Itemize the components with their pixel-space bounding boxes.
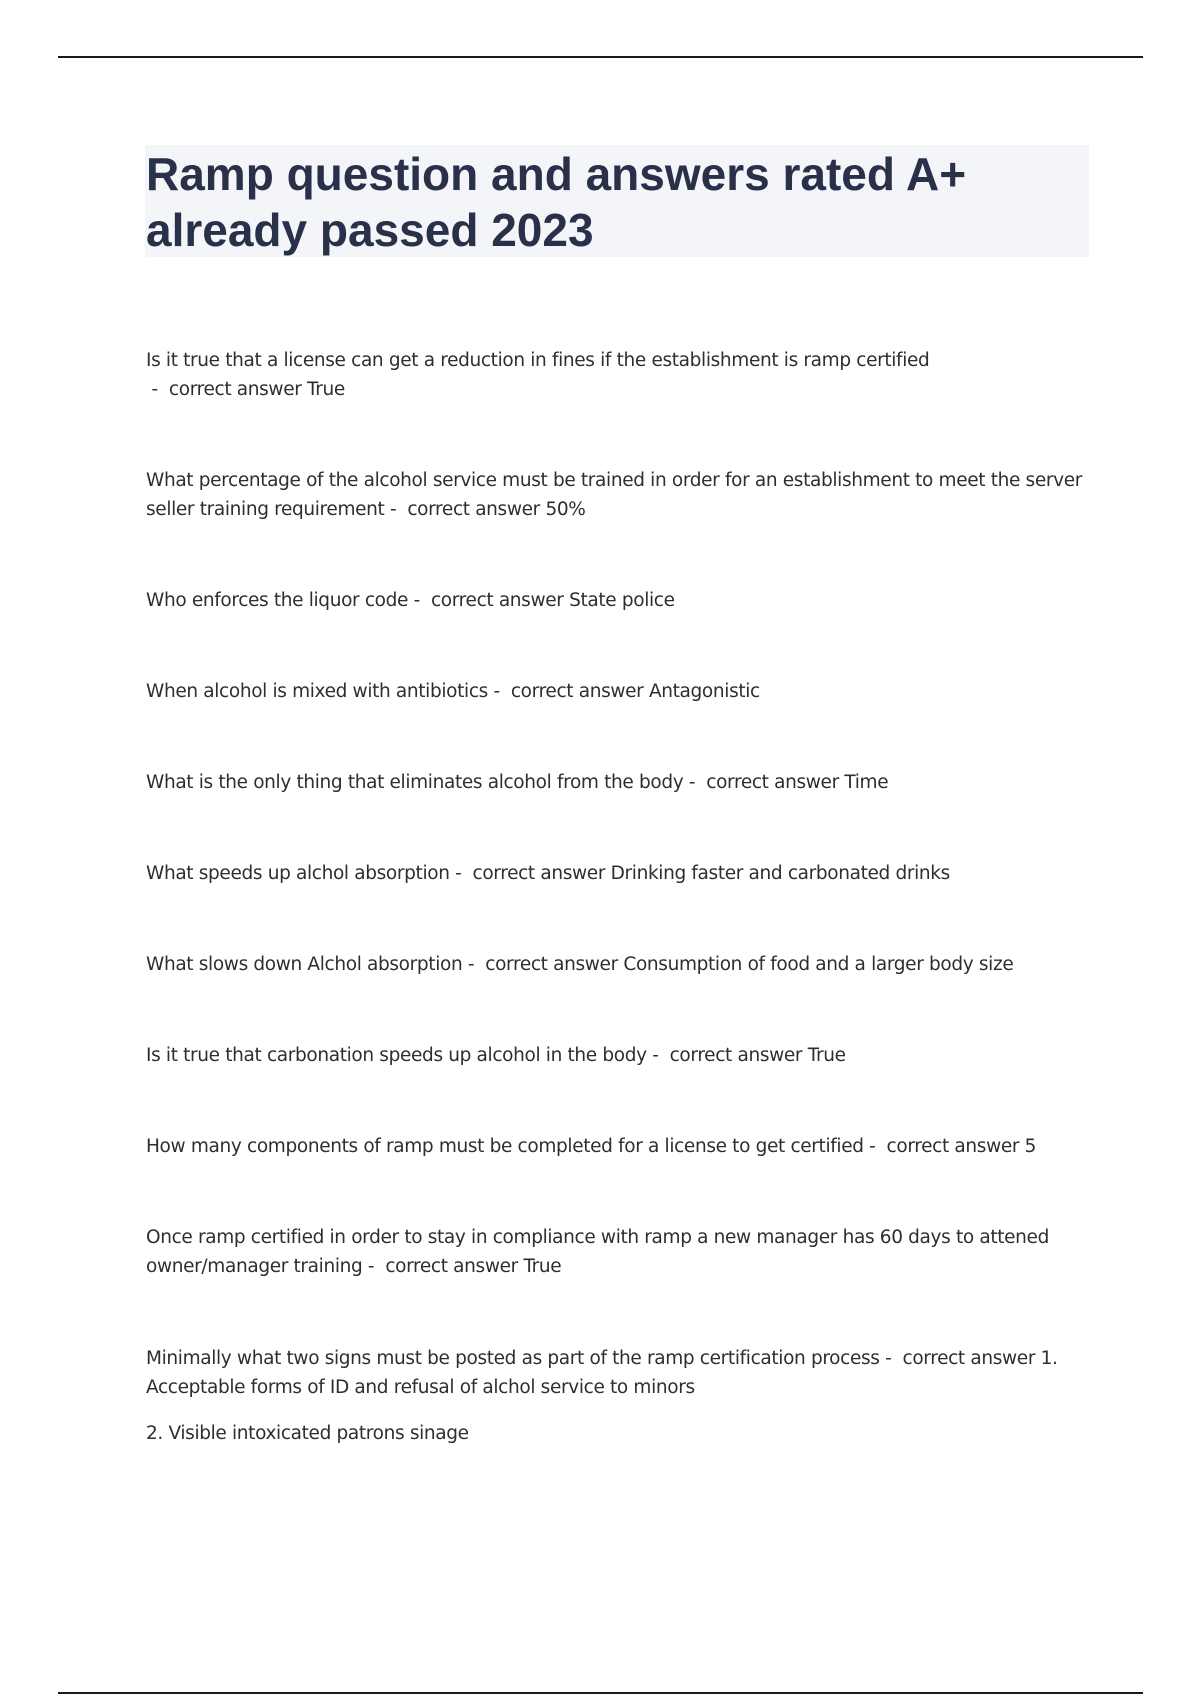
question-text: Is it true that carbonation speeds up alcohol in the body	[146, 1045, 647, 1066]
answer-separator: - correct answer	[449, 863, 611, 884]
answer-text: True	[307, 379, 345, 400]
answer-text: State police	[569, 590, 675, 611]
answer-text: 5	[1024, 1136, 1037, 1157]
answer-text: Antagonistic	[648, 681, 760, 702]
qa-item-7	[146, 950, 1091, 979]
question-text: What speeds up alchol absorption	[146, 863, 450, 884]
question-text: Minimally what two signs must be posted as part of the ramp certification process	[146, 1348, 880, 1369]
answer-separator: - correct answer	[362, 1256, 524, 1277]
qa-item-4	[146, 677, 1091, 706]
qa-item-11	[146, 1344, 1091, 1402]
answer-separator: - correct answer	[683, 772, 845, 793]
qa-item-3	[146, 586, 1091, 615]
answer-text: True	[523, 1256, 562, 1277]
qa-item-1	[146, 346, 1091, 404]
answer-separator: - correct answer	[646, 1045, 808, 1066]
question-text: Once ramp certified in order to stay in compliance with ramp a new manager has 60 days to attened owner/manager training	[146, 1227, 1049, 1277]
question-text: Is it true that a license can get a reduction in fines if the establishment is ramp certified	[146, 350, 930, 371]
question-text: When alcohol is mixed with antibiotics	[146, 681, 488, 702]
qa-item-10	[146, 1223, 1091, 1281]
answer-separator: - correct answer	[384, 499, 546, 520]
document-title	[146, 146, 1086, 258]
answer-separator: - correct answer	[487, 681, 649, 702]
top-rule	[58, 56, 1143, 58]
answer-text: Consumption of food and a larger body size	[623, 954, 1014, 975]
qa-item-11-continuation: 2. Visible intoxicated patrons sinage	[146, 1423, 469, 1444]
question-text: What percentage of the alcohol service must be trained in order for an establishment to meet the server seller training requirement	[146, 470, 1083, 520]
question-text: What slows down Alchol absorption	[146, 954, 463, 975]
answer-separator: - correct answer	[879, 1348, 1041, 1369]
answer-separator: - correct answer	[462, 954, 624, 975]
answer-text: 1. Acceptable forms of ID and refusal of alchol service to minors	[146, 1348, 1058, 1398]
answer-text: True	[807, 1045, 846, 1066]
question-text: Who enforces the liquor code	[146, 590, 409, 611]
question-text: What is the only thing that eliminates alcohol from the body	[146, 772, 684, 793]
qa-item-5	[146, 768, 1091, 797]
qa-item-6	[146, 859, 1091, 888]
question-text: How many components of ramp must be completed for a license to get certified	[146, 1136, 864, 1157]
answer-text: Time	[844, 772, 889, 793]
bottom-rule	[58, 1692, 1143, 1694]
answer-text: 50%	[545, 499, 586, 520]
answer-text: Drinking faster and carbonated drinks	[610, 863, 950, 884]
title-line-2: already passed 2023	[146, 204, 594, 256]
title-line-1: Ramp question and answers rated A+	[146, 148, 967, 200]
answer-separator: - correct answer	[146, 379, 308, 400]
answer-separator: - correct answer	[408, 590, 570, 611]
qa-item-8	[146, 1041, 1091, 1070]
qa-item-9	[146, 1132, 1091, 1161]
answer-separator: - correct answer	[863, 1136, 1025, 1157]
qa-item-2	[146, 466, 1091, 524]
